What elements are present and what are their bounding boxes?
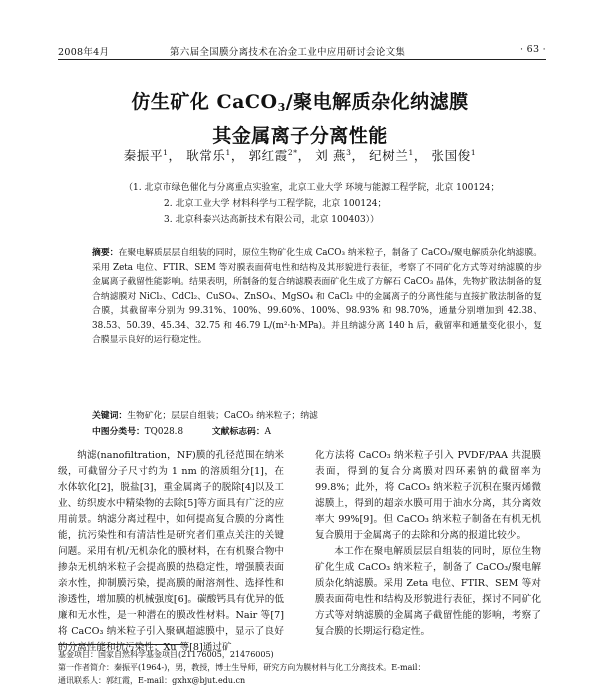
header-conference: 第六届全国膜分离技术在冶金工业中应用研讨会论文集 (170, 47, 406, 58)
body-paragraph: 化方法将 CaCO₃ 纳米粒子引入 PVDF/PAA 共混膜表面，得到的复合分离膜对四环素钠的截留率为 99.8%；此外，将 CaCO₃ 纳米粒子沉积在聚丙烯微滤膜上，得到的超亲水膜可用于油水分离，其分离效率大 99%[9]。但 CaCO₃ 纳米粒子制备在有机无机复合膜用于金属离子的去除和分离的报道比较少。 (315, 450, 541, 541)
abstract-text: 在聚电解质层层自组装的同时，原位生物矿化生成 CaCO₃ 纳米粒子，制备了 CaCO₃/聚电解质杂化纳滤膜。采用 Zeta 电位、FTIR、SEM 等对膜表面荷电性和结构及其形貌进行表征，考察了不同矿化方式等对纳滤膜的步金属离子截留性能影响。结果表明，所制备的复合纳滤膜表面矿化生成了方解石 CaCO₃ 晶体，先物扩散法制备的复合纳滤膜对 NiCl₂、CdCl₂、CuSO₄、ZnSO₄、MgSO₄ 和 CaCl₂ 中的金属离子的分离性能与直接扩散法制备的复合膜，其截留率分别为 99.31%、100%、99.60%、100%、98.93% 和 98.70%，通量分别增加到 42.38、38.53、50.39、45.34、32.75 和 46.79 L/(m²·h·MPa)。并且纳滤分离 140 h 后，截留率和通量变化很小，复合膜显示良好的运行稳定性。 (92, 248, 542, 345)
header-page-number: · 63 · (520, 44, 546, 55)
title-line-2: 其金属离子分离性能 (212, 125, 388, 147)
keywords (92, 408, 542, 421)
affiliation-line: 2. 北京工业大学 材料科学与工程学院，北京 100124； (164, 199, 387, 209)
header-date: 2008年4月 (58, 47, 110, 58)
keywords-label: 关键词： (92, 411, 128, 421)
running-header (58, 44, 546, 58)
author-list: 秦振平$^1$， 耿常乐$^1$， 郭红霞$^{2*}$， 刘 燕$^3$， 纪树兰$^1$， 张国俊$^1$ (123, 147, 477, 163)
clc-label: 中图分类号： (92, 427, 145, 437)
author-affil-mark: 1 (470, 147, 477, 157)
header-divider (58, 59, 546, 60)
keywords-text: 生物矿化；层层自组装；CaCO₃ 纳米粒子；纳滤 (127, 411, 318, 421)
author-affil-mark: 1 (163, 147, 169, 157)
author-name: 耿常乐 (186, 148, 226, 163)
author-affil-mark: 1 (408, 147, 414, 157)
footnote-divider (58, 644, 188, 645)
affiliation-line: 3. 北京科泰兴达高新技术有限公司，北京 100403）） (164, 215, 380, 225)
affiliation-line: （1. 北京市绿色催化与分离重点实验室，北京工业大学 环境与能源工程学院，北京 100124； (124, 183, 500, 193)
author-name: 纪树兰 (369, 148, 409, 163)
footnote-funding: 基金项目：国家自然科学基金项目(21176005，21476005) (58, 650, 274, 659)
body-paragraph: 本工作在聚电解质层层自组装的同时，原位生物矿化生成 CaCO₃ 纳米粒子，制备了 CaCO₃/聚电解质杂化纳滤膜。采用 Zeta 电位、FTIR、SEM 等对膜表面荷电性和结构及形貌进行表征，探讨不同矿化方式等对纳滤膜的金属离子截留性能的影响，考察了复合膜的长期运行稳定性。 (315, 546, 541, 637)
author-name: 秦振平 (123, 148, 164, 163)
abstract (92, 246, 542, 348)
author-name: 刘 燕 (315, 148, 347, 163)
author-name: 张国俊 (431, 148, 471, 163)
clc-value: TQ028.8 (144, 427, 184, 437)
author-affil-mark: 1 (225, 147, 231, 157)
title-line-1: 仿生矿化 CaCO$_3$/聚电解质杂化纳滤膜 (131, 91, 469, 114)
footnote-correspondence: 通讯联系人：郭红霞，E-mail：gxhx@bjut.edu.cn (58, 676, 246, 685)
affiliations (124, 180, 544, 228)
footnote-author-bio: 第一作者简介：秦振平(1964-)，男，教授，博士生导师，研究方向为膜材料与化工分离技术。E-mail： (58, 663, 426, 672)
body-column-left (58, 448, 284, 656)
author-name: 郭红霞 (248, 148, 288, 163)
body-column-right (315, 448, 541, 640)
author-affil-mark: 3 (346, 147, 352, 157)
body-paragraph: 纳滤(nanofiltration，NF)膜的孔径范围在纳米级，可截留分子尺寸约为 1 nm 的溶质组分[1]，在水体软化[2]，脱盐[3]，重金属离子的脱除[4]以及工业、纺织废水中精染物的去除[5]等方面具有广泛的应用前景。纳滤分离过程中，如何提高复合膜的分离性能，抗污染性和有清洁性是研究者们重点关注的关键问题。采用有机/无机杂化的膜材料，在有机聚合物中掺杂无机纳米粒子会提高膜的热稳定性，增强膜表面亲水性，抑制膜污染，提高膜的耐溶剂性、选择性和渗透性，增加膜的机械强度[6]。碳酸钙具有优异的低廉和无水性，是一种潜在的膜改性材料。Nair 等[7]将 CaCO₃ 纳米粒子引入聚砜超滤膜中，显示了良好的分离性能和抗污染性；Xu 等[8]通过矿 (58, 450, 284, 653)
footnotes (58, 648, 546, 687)
doc-code-label: 文献标志码： (211, 427, 265, 437)
doc-code-value: A (264, 427, 272, 437)
paper-title (58, 88, 542, 150)
classification-row (92, 424, 542, 437)
abstract-label: 摘要： (92, 248, 119, 258)
author-affil-mark: 2* (287, 147, 298, 157)
